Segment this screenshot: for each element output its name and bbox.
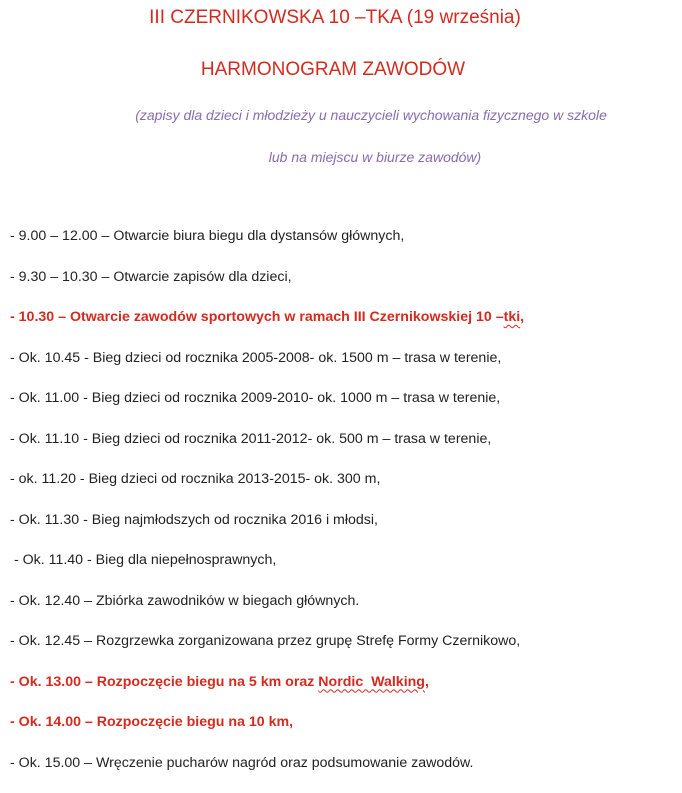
- schedule-item: - 9.30 – 10.30 – Otwarcie zapisów dla dzieci,: [10, 267, 682, 308]
- schedule-item: - Ok. 11.40 - Bieg dla niepełnosprawnych,: [10, 550, 682, 591]
- schedule-item: - Ok. 10.45 - Bieg dzieci od rocznika 2005-2008- ok. 1500 m – trasa w terenie,: [10, 348, 682, 389]
- registration-note-line-1: (zapisy dla dzieci i młodzieży u nauczycieli wychowania fizycznego w szkole: [30, 106, 682, 124]
- schedule-item: - Ok. 11.00 - Bieg dzieci od rocznika 2009-2010- ok. 1000 m – trasa w terenie,: [10, 388, 682, 429]
- schedule-item-highlight: - Ok. 14.00 – Rozpoczęcie biegu na 10 km,: [10, 712, 682, 753]
- registration-note-line-2: lub na miejscu w biurze zawodów): [34, 148, 682, 166]
- schedule-item: - Ok. 15.00 – Wręczenie pucharów nagród oraz podsumowanie zawodów.: [10, 753, 682, 793]
- schedule-item: - Ok. 12.45 – Rozgrzewka zorganizowana przez grupę Strefę Formy Czernikowo,: [10, 631, 682, 672]
- event-title: III CZERNIKOWSKA 10 –TKA (19 września): [0, 6, 676, 30]
- schedule-item: - Ok. 12.40 – Zbiórka zawodników w biegach głównych.: [10, 591, 682, 632]
- schedule-item: - ok. 11.20 - Bieg dzieci od rocznika 2013-2015- ok. 300 m,: [10, 469, 682, 510]
- schedule-item: - 9.00 – 12.00 – Otwarcie biura biegu dla dystansów głównych,: [10, 226, 682, 267]
- schedule-item: - Ok. 11.30 - Bieg najmłodszych od rocznika 2016 i młodsi,: [10, 510, 682, 551]
- schedule-list: [10, 226, 682, 793]
- schedule-item-highlight: - Ok. 13.00 – Rozpoczęcie biegu na 5 km oraz Nordic Walking,: [10, 672, 682, 713]
- spellcheck-marked-word: tki: [504, 309, 521, 325]
- schedule-heading: HARMONOGRAM ZAWODÓW: [0, 58, 674, 82]
- schedule-item-highlight: - 10.30 – Otwarcie zawodów sportowych w ramach III Czernikowskiej 10 –tki,: [10, 307, 682, 348]
- schedule-item: - Ok. 11.10 - Bieg dzieci od rocznika 2011-2012- ok. 500 m – trasa w terenie,: [10, 429, 682, 470]
- spellcheck-marked-word: Nordic Walking: [318, 674, 425, 690]
